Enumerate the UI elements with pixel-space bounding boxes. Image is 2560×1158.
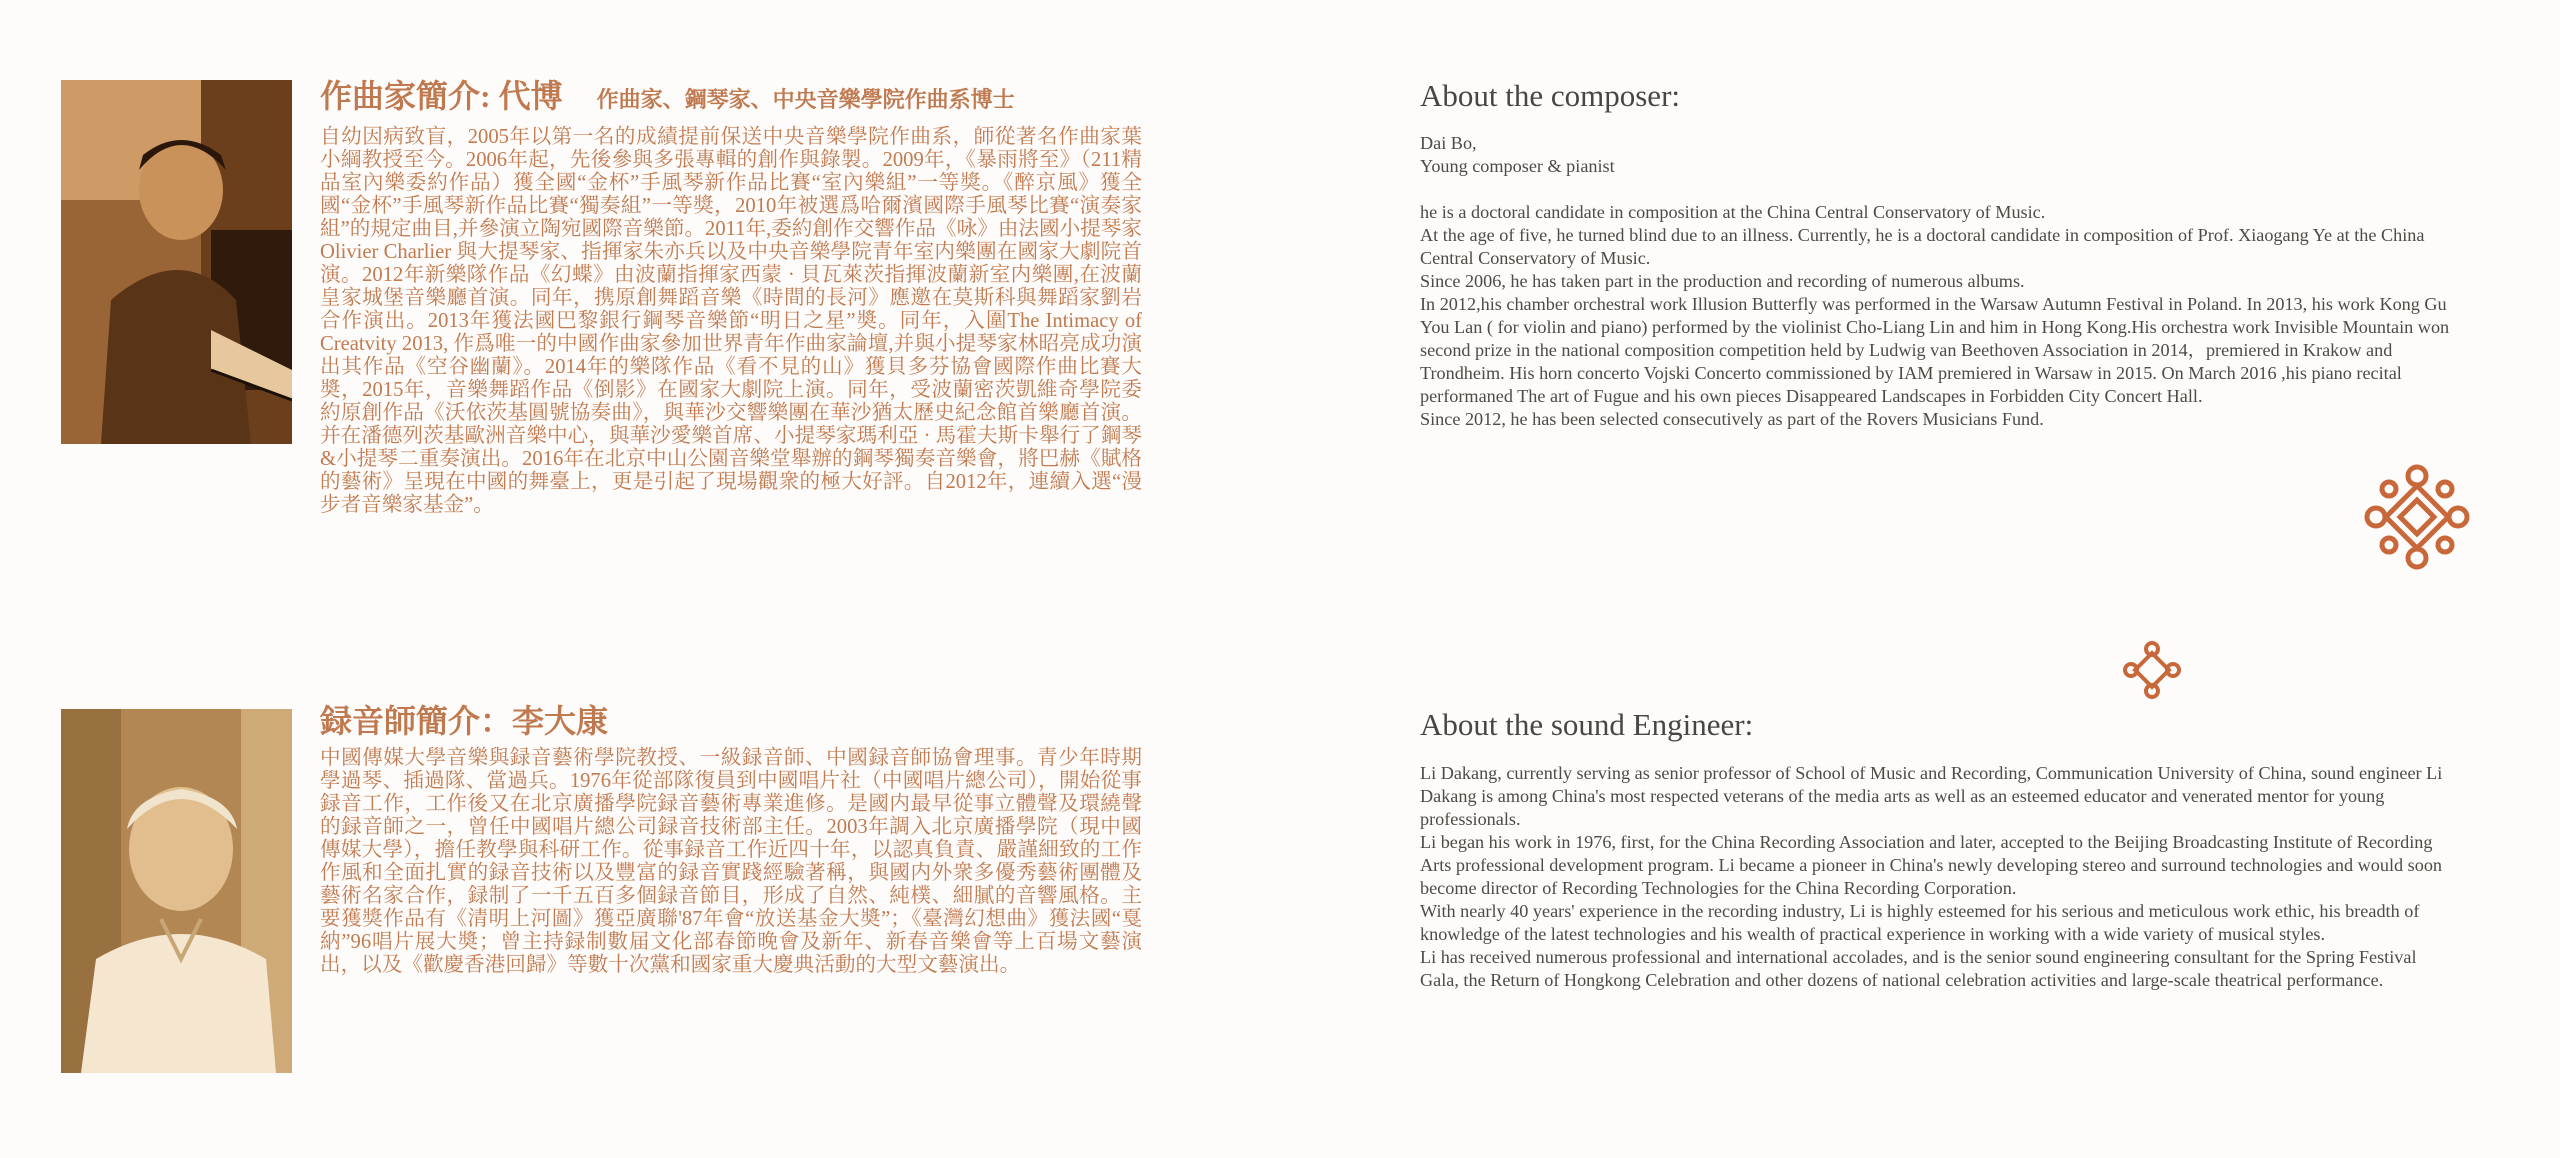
- engineer-english-section: [1420, 705, 2450, 992]
- composer-bio-paragraph: In 2012,his chamber orchestral work Illusion Butterfly was performed in the Warsaw Autumn Festival in Poland. In 2013, his work Kong Gu You Lan ( for violin and piano) performed by the violinist Cho-Liang Lin and him in Hong Kong.His orchestra work Invisible Mountain won second prize in the national composition competition held by Ludwig van Beethoven Association in 2014，premiered in Krakow and Trondheim. His horn concerto Vojski Concerto commissioned by IAM premiered in Warsaw in 2015. On March 2016 ,his piano recital performaned The art of Fugue and his own pieces Disappeared Landscapes in Forbidden City Concert Hall.: [1420, 294, 2450, 406]
- knot-ornament-small-icon: [2122, 640, 2182, 705]
- composer-bio-paragraph: Since 2012, he has been selected consecutively as part of the Rovers Musicians Fund.: [1420, 409, 2044, 429]
- composer-bio-paragraph: At the age of five, he turned blind due to an illness. Currently, he is a doctoral candidate in composition of Prof. Xiaogang Ye at the China Central Conservatory of Music.: [1420, 225, 2425, 268]
- knot-ornament-large-icon: [2362, 462, 2472, 577]
- engineer-chinese-bio: 中國傳媒大學音樂與録音藝術學院教授、一級録音師、中國録音師協會理事。青少年時期學過琴、插過隊、當過兵。1976年從部隊復員到中國唱片社（中國唱片總公司），開始從事録音工作，工作後又在北京廣播學院録音藝術專業進修。是國内最早從事立體聲及環繞聲的録音師之一，曾任中國唱片總公司録音技術部主任。2003年調入北京廣播學院（現中國傳媒大學），擔任教學與科研工作。從事録音工作近四十年，以認真負責、嚴謹細致的工作作風和全面扎實的録音技術以及豐富的録音實踐經驗著稱，與國内外衆多優秀藝術團體及藝術名家合作，録制了一千五百多個録音節目，形成了自然、純樸、細膩的音響風格。主要獲獎作品有《清明上河圖》獲亞廣聯'87年會“放送基金大奬”；《臺灣幻想曲》獲法國“戛納”96唱片展大奬；曾主持録制數届文化部春節晚會及新年、新春音樂會等上百場文藝演出，以及《歡慶香港回歸》等數十次黨和國家重大慶典活動的大型文藝演出。: [320, 747, 1142, 976]
- engineer-chinese-section: [320, 701, 1142, 977]
- composer-bio-paragraph: he is a doctoral candidate in composition at the China Central Conservatory of Music.: [1420, 202, 2046, 222]
- composer-portrait: [61, 80, 292, 444]
- spacer-line: [1420, 178, 2450, 201]
- engineer-english-title: About the sound Engineer:: [1420, 707, 1754, 742]
- composer-role: Young composer & pianist: [1420, 156, 1615, 176]
- composer-english-section: [1420, 76, 2450, 431]
- engineer-bio-paragraph: Li began his work in 1976, first, for the China Recording Association and later, accepted to the Beijing Broadcasting Institute of Recording Arts professional development program. Li became a pioneer in China's newly developing stereo and surround technologies and would soon become director of Recording Technologies for the China Recording Corporation.: [1420, 832, 2443, 898]
- composer-name: Dai Bo,: [1420, 133, 1477, 153]
- composer-chinese-bio: 自幼因病致盲，2005年以第一名的成績提前保送中央音樂學院作曲系，師從著名作曲家葉小綱教授至今。2006年起，先後參與多張專輯的創作與錄製。2009年，《暴雨將至》（211精品室內樂委約作品）獲全國“金杯”手風琴新作品比賽“室內樂組”一等獎。《醉京風》獲全國“金杯”手風琴新作品比賽“獨奏組”一等獎，2010年被選爲哈爾濱國際手風琴比賽“演奏家組”的規定曲目,并參演立陶宛國際音樂節。2011年,委約創作交響作品《咏》由法國小提琴家Olivier Charlier 與大提琴家、指揮家朱亦兵以及中央音樂學院青年室内樂團在國家大劇院首演。2012年新樂隊作品《幻蝶》由波蘭指揮家西蒙 · 貝瓦萊茨指揮波蘭新室内樂團,在波蘭皇家城堡音樂廳首演。同年，携原創舞蹈音樂《時間的長河》應邀在莫斯科與舞蹈家劉岩合作演出。2013年獲法國巴黎銀行鋼琴音樂節“明日之星”奬。同年，入圍The Intimacy of Creatvity 2013, 作爲唯一的中國作曲家參加世界青年作曲家論壇,并與小提琴家林昭亮成功演出其作品《空谷幽蘭》。2014年的樂隊作品《看不見的山》獲貝多芬協會國際作曲比賽大奬，2015年，音樂舞蹈作品《倒影》在國家大劇院上演。同年，受波蘭密茨凱維奇學院委約原創作品《沃依茨基圓號協奏曲》，與華沙交響樂團在華沙猶太歷史紀念館首樂廳首演。并在潘德列茨基歐洲音樂中心，與華沙愛樂首席、小提琴家瑪利亞 · 馬霍夫斯卡舉行了鋼琴&小提琴二重奏演出。2016年在北京中山公園音樂堂舉辦的鋼琴獨奏音樂會，將巴赫《賦格的藝術》呈現在中國的舞臺上，更是引起了現場觀衆的極大好評。自2012年，連續入選“漫步者音樂家基金”。: [320, 126, 1142, 516]
- composer-bio-paragraph: Since 2006, he has taken part in the production and recording of numerous albums.: [1420, 271, 2025, 291]
- engineer-portrait: [61, 709, 292, 1073]
- engineer-bio-paragraph: Li has received numerous professional and international accolades, and is the senior sound engineering consultant for the Spring Festival Gala, the Return of Hongkong Celebration and other dozens of national celebration activities and large-scale theatrical performance.: [1420, 947, 2417, 990]
- engineer-bio-paragraph: Li Dakang, currently serving as senior professor of School of Music and Recording, Communication University of China, sound engineer Li Dakang is among China's most respected veterans of the media arts as well as an esteemed educator and venerated mentor for young professionals.: [1420, 763, 2443, 829]
- composer-chinese-title: 作曲家簡介: 代博: [320, 78, 563, 114]
- composer-chinese-heading: [320, 76, 1142, 120]
- composer-chinese-section: [320, 76, 1142, 517]
- engineer-bio-paragraph: With nearly 40 years' experience in the recording industry, Li is highly esteemed for his serious and meticulous work ethic, his breadth of knowledge of the latest technologies and his wealth of practical experience in working with a wide variety of musical styles.: [1420, 901, 2420, 944]
- composer-english-title: About the composer:: [1420, 78, 1681, 113]
- engineer-chinese-title: 録音師簡介：李大康: [320, 703, 609, 739]
- composer-chinese-subtitle: 作曲家、鋼琴家、中央音樂學院作曲系博士: [596, 87, 1015, 112]
